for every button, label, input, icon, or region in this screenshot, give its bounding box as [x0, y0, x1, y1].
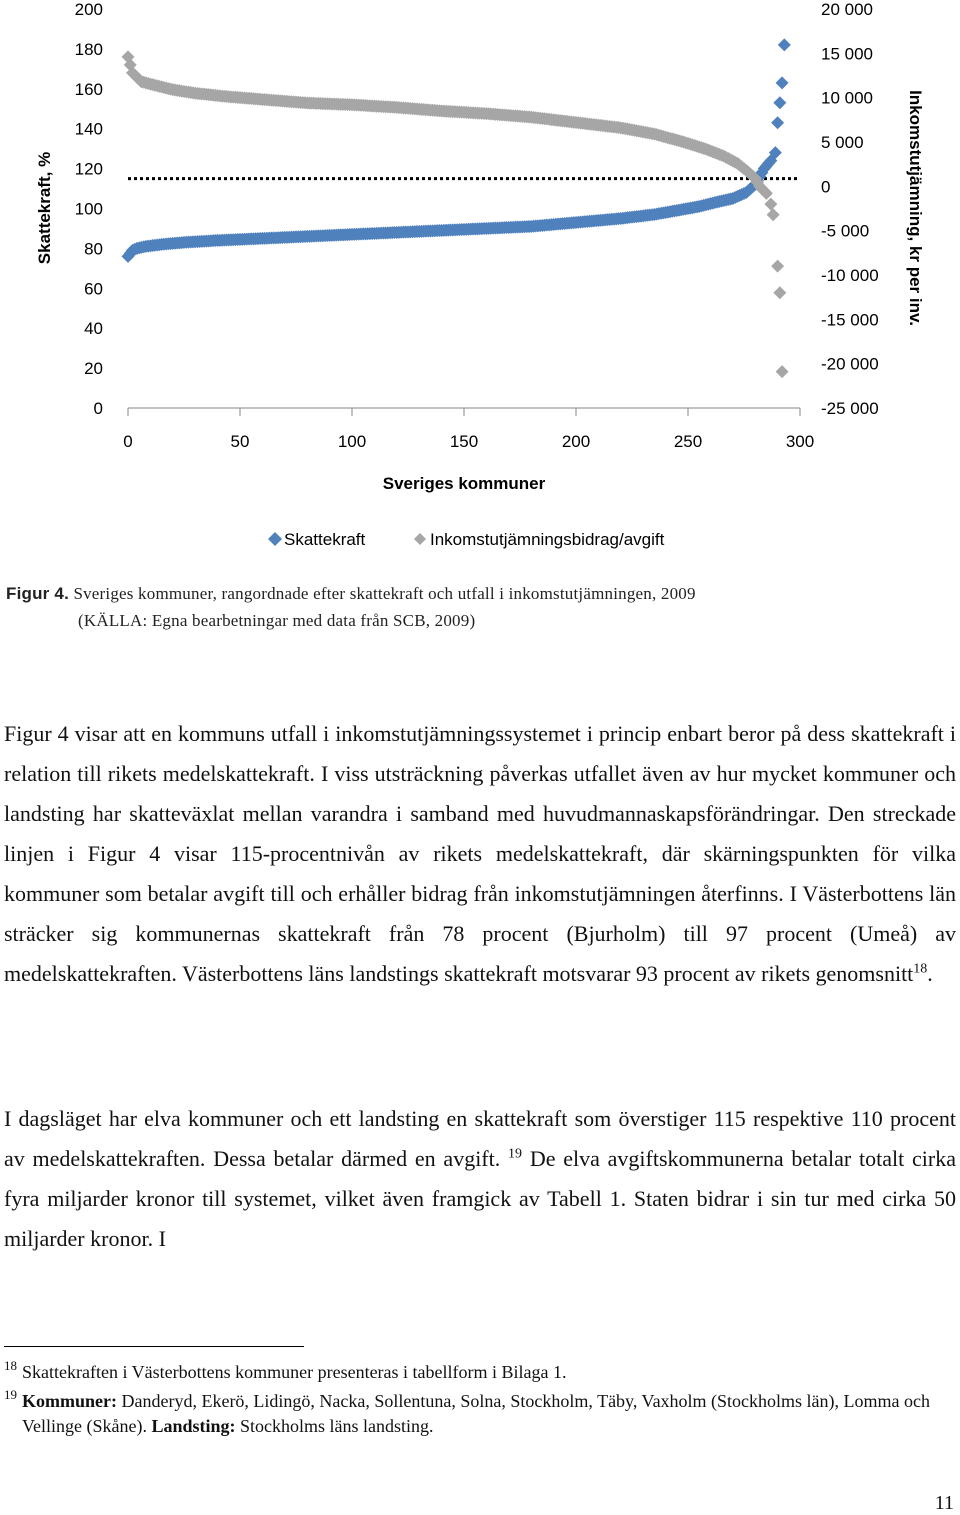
skattekraft-point [773, 96, 786, 109]
series-skattekraft [122, 38, 791, 262]
footnote-19-landsting-text: Stockholms läns landsting. [240, 1416, 434, 1436]
figure-source: (KÄLLA: Egna bearbetningar med data från SCB, 2009) [78, 611, 476, 630]
y-right-tick-label: 5 000 [821, 133, 864, 152]
page-number: 11 [934, 1492, 954, 1514]
footnote-18 [4, 1360, 956, 1385]
inkomstutjamning-point [773, 286, 786, 299]
footnote-18-number: 18 [4, 1358, 17, 1373]
inkomstutjamning-point [771, 260, 784, 273]
x-tick-label: 150 [449, 432, 479, 451]
footnote-19-body [4, 1389, 956, 1439]
y-left-tick-label: 60 [84, 279, 103, 299]
y-right-tick-label: 10 000 [821, 88, 873, 108]
footnote-19 [4, 1389, 956, 1439]
y-left-tick-label: 160 [74, 79, 103, 99]
x-tick-label: 100 [337, 432, 367, 451]
legend-marker-skattekraft [268, 532, 282, 546]
paragraph-2-text-b: De elva avgiftskommunerna betalar totalt cirka fyra miljarder kronor till systemet, vilket även framgick av Tabell 1. Staten bidrar i sin tur med cirka 50 miljarder kronor. I [4, 1146, 956, 1251]
figure-chart [0, 0, 960, 575]
y-left-tick-label: 0 [93, 399, 103, 418]
left-axis-ticks [75, 0, 103, 418]
footnote-19-label-kommuner: Kommuner: [22, 1391, 117, 1411]
y-right-tick-label: -15 000 [821, 310, 879, 330]
y-left-tick-label: 100 [74, 199, 103, 219]
footnote-19-number: 19 [4, 1387, 17, 1402]
footnote-separator [4, 1346, 304, 1347]
legend-label-inkomstutjamning: Inkomstutjämningsbidrag/avgift [430, 530, 665, 549]
x-tick-label: 50 [230, 432, 250, 451]
body-paragraph-1 [4, 714, 956, 994]
skattekraft-point [778, 38, 791, 51]
right-axis-ticks [821, 0, 879, 418]
y-left-tick-label: 40 [84, 319, 103, 339]
skattekraft-point [776, 76, 789, 89]
x-tick-label: 200 [561, 432, 591, 451]
y-right-axis-title: Inkomstutjämning, kr per inv. [906, 90, 925, 326]
x-tick-label: 0 [123, 432, 133, 451]
footnote-ref-18: 18 [913, 961, 928, 977]
footnote-18-text: Skattekraften i Västerbottens kommuner presenteras i tabellform i Bilaga 1. [22, 1362, 567, 1382]
y-right-tick-label: 15 000 [821, 44, 873, 64]
paragraph-1-text: Figur 4 visar att en kommuns utfall i inkomstutjämningssystemet i princip enbart beror på dess skattekraft i relation till rikets medelskattekraft. I viss utsträckning påverkas utfallet även av hur mycket kommuner och landsting har skatteväxlat mellan varandra i samband med huvudmannaskapsförändringar. Den streckade linjen i Figur 4 visar 115-procentnivån av rikets medelskattekraft, där skärningspunkten för vilka kommuner som betalar avgift till och erhåller bidrag från inkomstutjämningen återfinns. I Västerbottens län sträcker sig kommunernas skattekraft från 78 procent (Bjurholm) till 97 procent (Umeå) av medelskattekraften. Västerbottens läns landstings skattekraft motsvarar 93 procent av rikets genomsnitt [4, 721, 956, 986]
x-axis-title: Sveriges kommuner [382, 474, 546, 493]
footnote-ref-19: 19 [508, 1146, 523, 1162]
legend-label-skattekraft: Skattekraft [284, 530, 366, 549]
legend-marker-inkomstutjamning [414, 533, 426, 545]
y-left-tick-label: 180 [74, 39, 103, 59]
paragraph-1-end: . [927, 961, 933, 986]
footnote-19-kommuner-text: Danderyd, Ekerö, Lidingö, Nacka, Sollentuna, Solna, Stockholm, Täby, Vaxholm (Stockholms län), Lomma och Vellinge (Skåne). [22, 1391, 931, 1436]
x-tick-label: 250 [673, 432, 703, 451]
y-left-axis-title: Skattekraft, % [35, 151, 54, 265]
skattekraft-point [771, 116, 784, 129]
inkomstutjamning-point [767, 208, 780, 221]
x-axis-ticks [123, 408, 814, 451]
y-left-tick-label: 200 [74, 0, 103, 19]
y-right-tick-label: -20 000 [821, 354, 879, 374]
figure-label: Figur 4. [6, 584, 69, 603]
y-left-tick-label: 120 [74, 159, 103, 179]
chart-legend [268, 530, 665, 549]
y-left-tick-label: 80 [84, 239, 103, 259]
y-left-tick-label: 20 [84, 359, 103, 379]
x-tick-label: 300 [785, 432, 815, 451]
figure-caption-text: Sveriges kommuner, rangordnade efter skattekraft och utfall i inkomstutjämningen, 2009 [73, 584, 696, 603]
y-right-tick-label: -5 000 [821, 221, 870, 241]
y-left-tick-label: 140 [74, 119, 103, 139]
body-paragraph-2 [4, 1099, 956, 1259]
y-right-tick-label: -25 000 [821, 399, 879, 418]
paragraph-2-text-a: I dagsläget har elva kommuner och ett landsting en skattekraft som överstiger 115 respektive 110 procent av medelskattekraften. Dessa betalar därmed en avgift. [4, 1106, 956, 1171]
figure-caption [6, 580, 936, 634]
y-right-tick-label: 20 000 [821, 0, 873, 19]
y-right-tick-label: -10 000 [821, 266, 879, 285]
footnote-19-label-landsting: Landsting: [151, 1416, 236, 1436]
y-right-tick-label: 0 [821, 177, 831, 197]
inkomstutjamning-point [776, 365, 789, 378]
